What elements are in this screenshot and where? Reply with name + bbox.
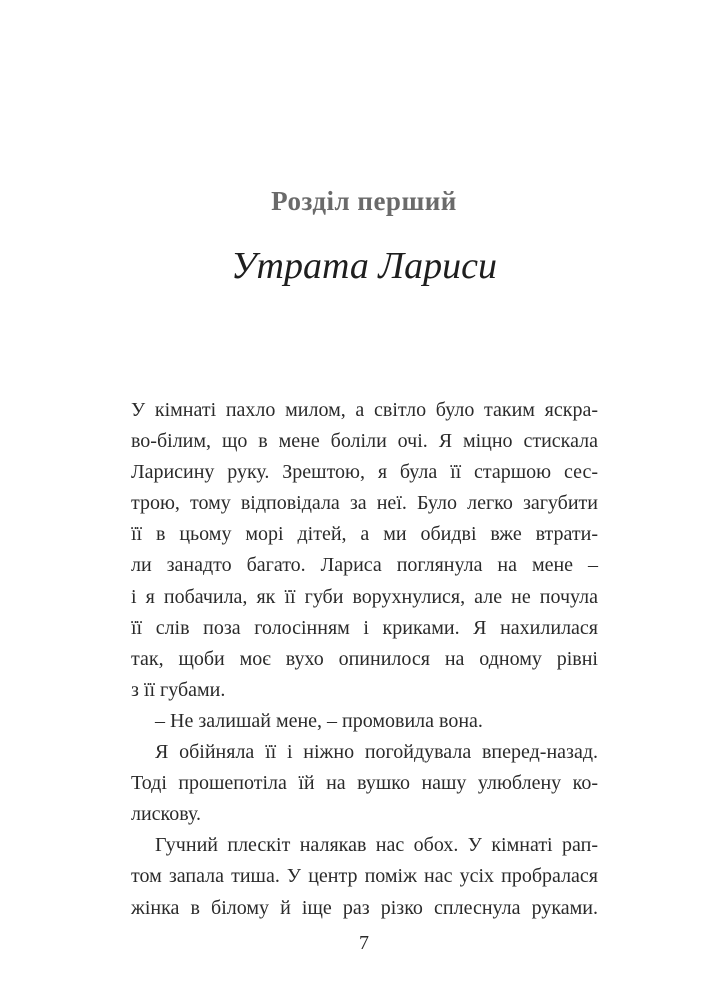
text-line: У кімнаті пахло милом, а світло було таким яскра- xyxy=(131,399,598,421)
text-line: і я побачила, як її губи ворухнулися, але не почула xyxy=(131,585,598,608)
text-line: трою, тому відповідала за неї. Було легко загубити xyxy=(131,492,598,515)
page-number: 7 xyxy=(359,932,369,954)
text-line: – Не залишай мене, – промовила вона. xyxy=(155,709,483,732)
text-line: її в цьому морі дітей, а ми обидві вже втрати- xyxy=(131,523,598,546)
text-line: ли занадто багато. Лариса поглянула на мене – xyxy=(131,554,598,577)
text-line: лискову. xyxy=(131,803,202,826)
text-line: Я обійняла її і ніжно погойдувала вперед-назад. xyxy=(155,741,598,764)
text-line: її слів поза голосінням і криками. Я нахилилася xyxy=(131,616,598,639)
text-line: во-білим, що в мене боліли очі. Я міцно стискала xyxy=(131,430,598,453)
text-line: Тоді прошепотіла їй на вушко нашу улюблену ко- xyxy=(131,772,598,795)
body-text xyxy=(131,395,598,924)
text-line: з її губами. xyxy=(131,678,226,701)
chapter-label: Розділ перший xyxy=(271,186,457,216)
text-line: так, щоби моє вухо опинилося на одному рівні xyxy=(131,647,598,670)
text-line: Ларисину руку. Зрештою, я була її старшою сес- xyxy=(131,461,598,484)
text-line: Гучний плескіт налякав нас обох. У кімнаті рап- xyxy=(155,834,598,857)
chapter-title: Утрата Лариси xyxy=(230,245,498,287)
text-line: жінка в білому й іще раз різко сплеснула руками. xyxy=(131,896,598,919)
text-line: том запала тиша. У центр поміж нас усіх пробралася xyxy=(131,865,598,888)
